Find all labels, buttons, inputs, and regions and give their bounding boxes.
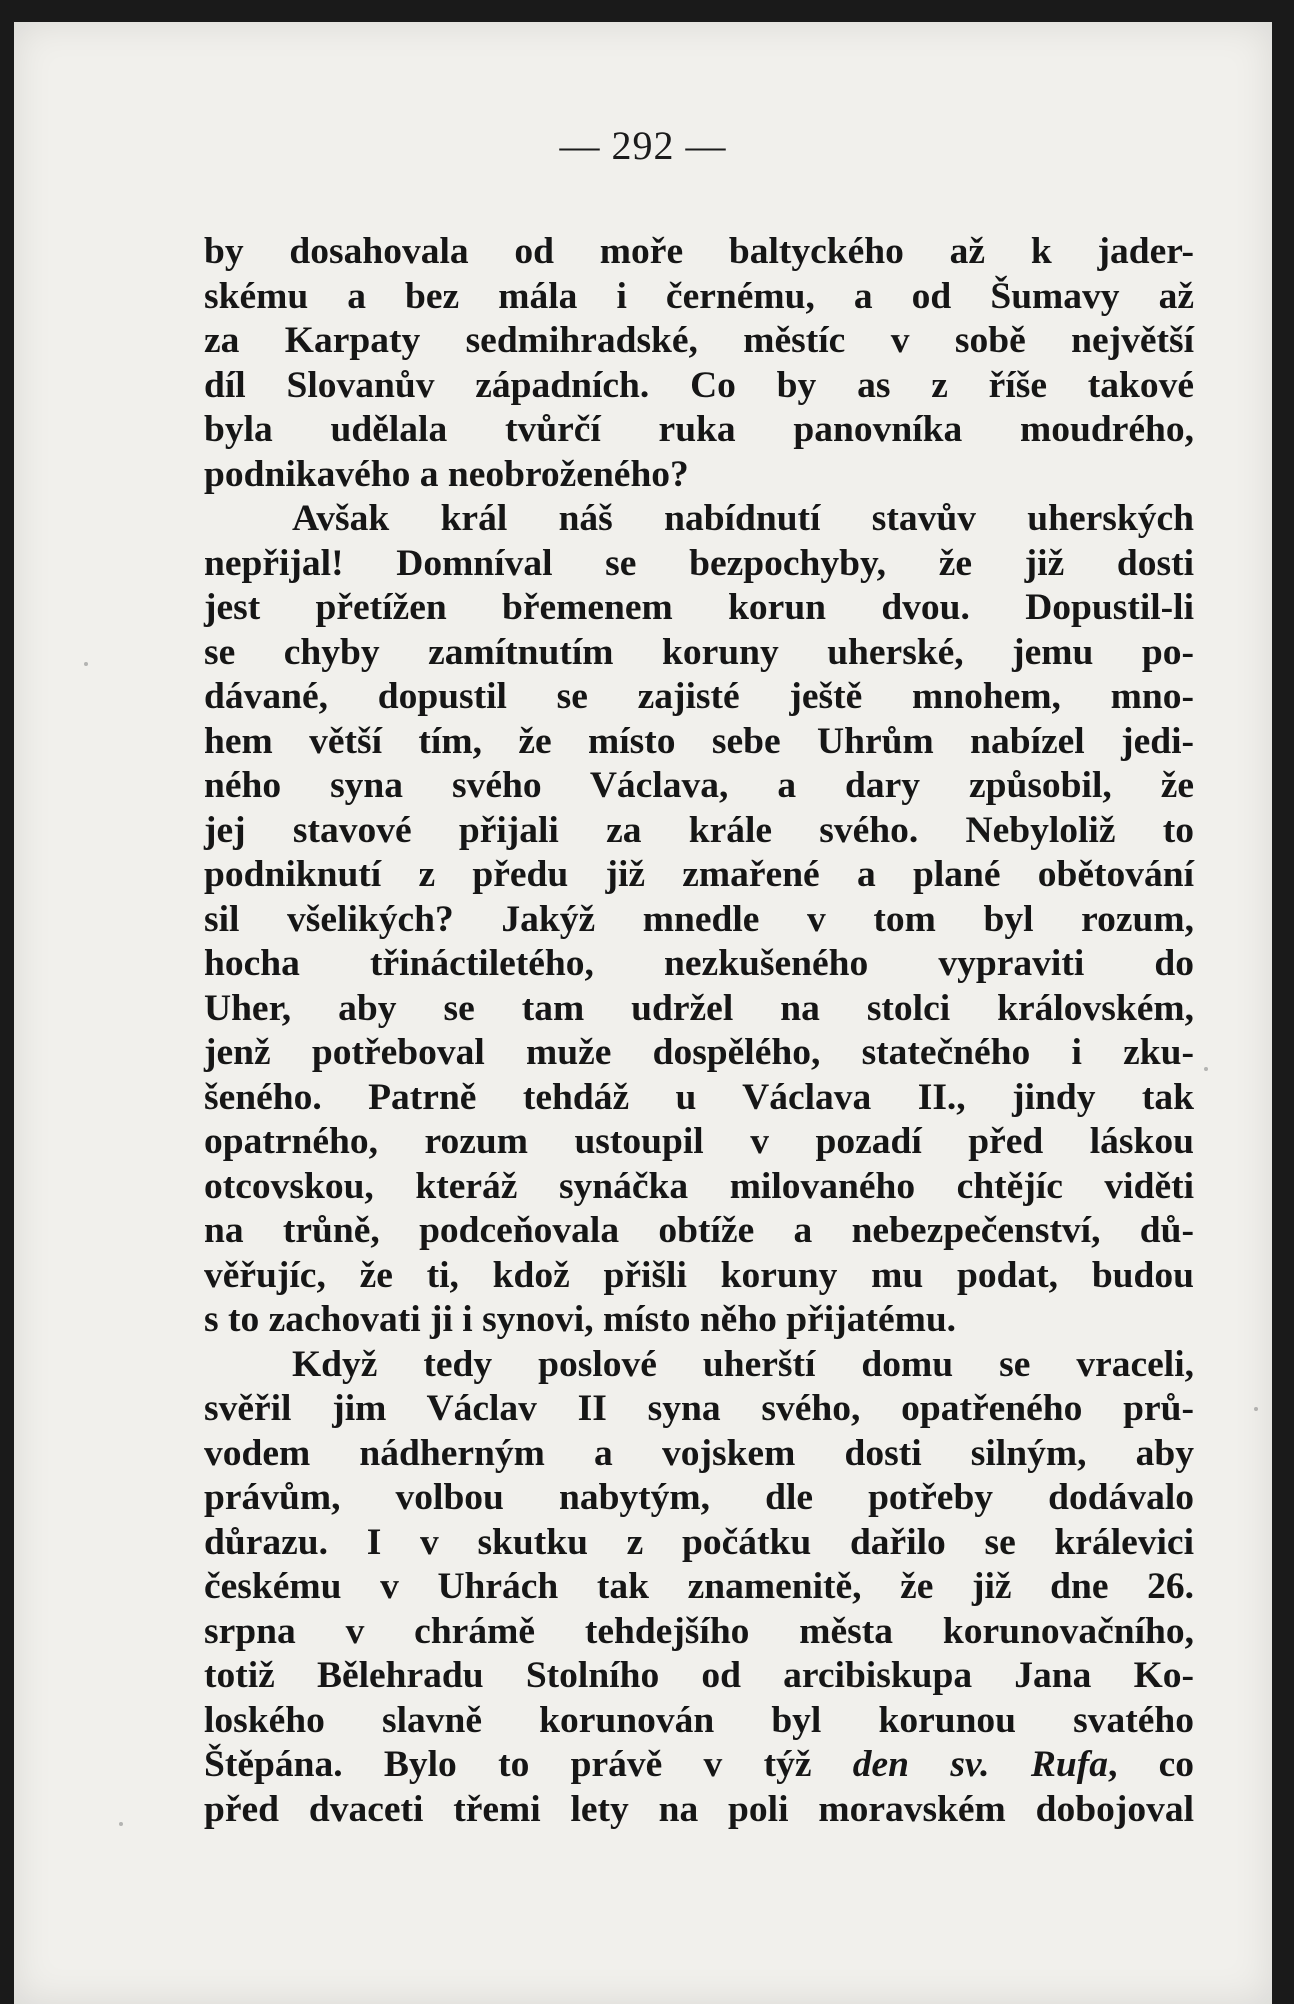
text-line: sil všelikých? Jakýž mnedle v tom byl rozum, [204,898,1194,940]
text-line: se chyby zamítnutím koruny uherské, jemu po- [204,631,1194,673]
text-line: nepřijal! Domníval se bezpochyby, že již dosti [204,542,1194,584]
text-line: otcovskou, kteráž synáčka milovaného chtějíc viděti [204,1165,1194,1207]
text-line: skému a bez mála i černému, a od Šumavy až [204,275,1194,317]
body-text [204,230,1194,1832]
paper-speck [119,1822,123,1826]
text-line: Když tedy poslové uherští domu se vraceli, [292,1343,1194,1385]
italic-fragment: den sv. Rufa [852,1744,1108,1785]
page-number: — 292 — [559,123,727,168]
text-line: věřujíc, že ti, kdož přišli koruny mu podat, budou [204,1254,1194,1296]
paragraph-1 [204,230,1194,497]
text-line: jenž potřeboval muže dospělého, statečného i zku- [204,1032,1194,1073]
text-line: byla udělala tvůrčí ruka panovníka moudrého, [204,409,1194,450]
text-line: Uher, aby se tam udržel na stolci královském, [204,987,1194,1029]
text-line: hem větší tím, že místo sebe Uhrům nabízel jedi- [204,720,1194,762]
text-line: totiž Bělehradu Stolního od arcibiskupa Jana Ko- [204,1655,1194,1696]
text-line: s to zachovati ji i synovi, místo něho přijatému. [204,1299,957,1340]
paper-speck [1254,1407,1258,1411]
paper-speck [1204,1067,1208,1071]
text-line: Avšak král náš nabídnutí stavův uherských [292,498,1194,539]
text-line: jest přetížen břemenem korun dvou. Dopustil-li [204,587,1194,628]
text-line: dávané, dopustil se zajisté ještě mnohem, mno- [204,676,1194,717]
text-fragment: , co [1107,1744,1195,1785]
text-line: podniknutí z předu již zmařené a plané obětování [204,854,1194,895]
text-line: díl Slovanův západních. Co by as z říše takové [204,364,1194,406]
text-line: před dvaceti třemi lety na poli moravském dobojoval [204,1788,1194,1830]
text-line: opatrného, rozum ustoupil v pozadí před láskou [204,1121,1194,1162]
text-line-with-italic [204,1743,1194,1788]
paragraph-2 [204,497,1194,1343]
paragraph-3 [204,1343,1194,1833]
text-line: srpna v chrámě tehdejšího města korunovačního, [204,1610,1194,1652]
text-line: na trůně, podceňovala obtíže a nebezpečenství, dů- [204,1210,1194,1251]
text-line: svěřil jim Václav II syna svého, opatřeného prů- [204,1388,1194,1429]
text-line: by dosahovala od moře baltyckého až k jader- [204,231,1194,272]
text-line: hocha třináctiletého, nezkušeného vypraviti do [204,943,1194,984]
text-line: loského slavně korunován byl korunou svatého [204,1699,1194,1741]
text-line: vodem nádherným a vojskem dosti silným, aby [204,1432,1194,1474]
text-line: českému v Uhrách tak znamenitě, že již dne 26. [204,1566,1194,1607]
text-line: právům, volbou nabytým, dle potřeby dodávalo [204,1477,1194,1518]
text-line: důrazu. I v skutku z počátku dařilo se králevici [204,1521,1194,1563]
text-line: šeného. Patrně tehdáž u Václava II., jindy tak [204,1076,1194,1118]
text-fragment: Štěpána. Bylo to právě v týž [204,1744,812,1785]
paper-speck [84,662,88,666]
text-line: podnikavého a neobroženého? [204,453,689,495]
text-line: jej stavové přijali za krále svého. Nebyloliž to [204,809,1194,851]
book-page [14,22,1272,2004]
text-line: ného syna svého Václava, a dary způsobil, že [204,765,1194,806]
text-line: za Karpaty sedmihradské, městíc v sobě největší [204,320,1194,361]
